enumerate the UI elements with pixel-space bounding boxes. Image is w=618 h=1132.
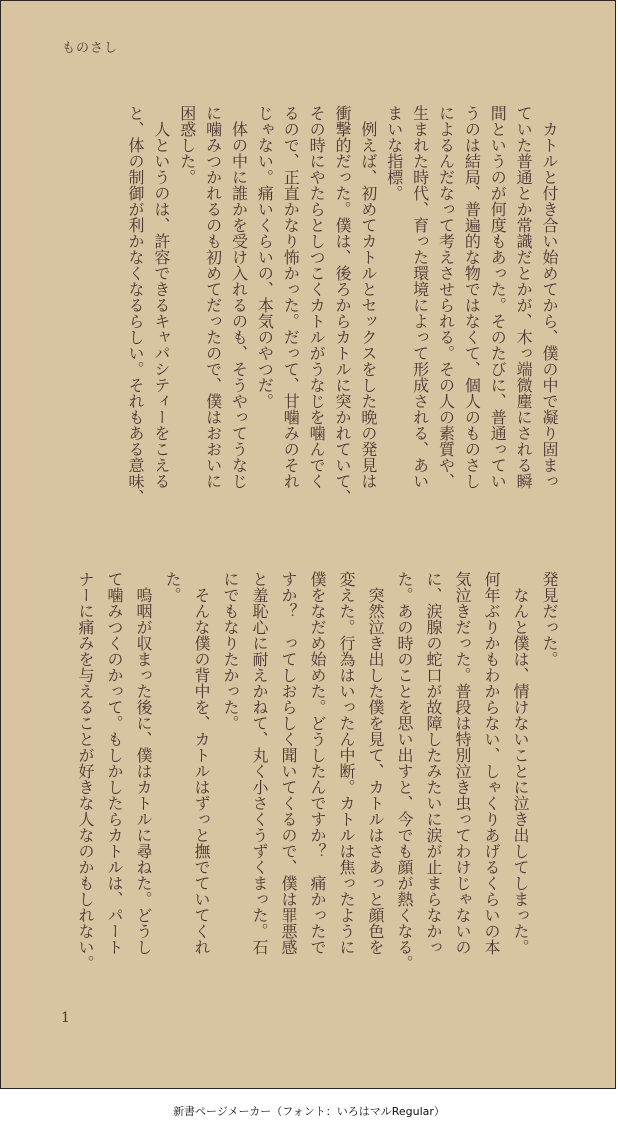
text-column: まいな指標。 [384, 105, 404, 201]
text-column: うのは結局、普遍的な物ではなくて、個人のものさし [462, 105, 482, 489]
text-column: 衝撃的だった。僕は、後ろからカトルに突かれていて、 [333, 105, 352, 505]
text-column: 生まれた時代、育った環境によって形成される、あい [410, 105, 430, 489]
text-column: と、体の制御が利かなくなるらしい。それもある意味、 [126, 105, 145, 505]
text-column: 例えば、初めてカトルとセックスをした晩の発見は [358, 105, 378, 489]
text-column: にでもなりたかった。 [221, 571, 240, 731]
text-column: て噛みつくのかって。もしかしたらカトルは、パート [105, 571, 124, 955]
text-column: によるんだなって考えさせられる。その人の素質や、 [436, 105, 456, 489]
text-column: 気泣きだった。普段は特別泣き虫ってわけじゃないの [453, 571, 472, 955]
text-column: そんな僕の背中を、カトルはずっと撫でていてくれ [192, 571, 211, 955]
page-number: 1 [61, 1010, 70, 1026]
text-column: すか？ ってしおらしく聞いてくるので、僕は罪悪感 [279, 571, 298, 955]
text-column: カトルと付き合い始めてから、僕の中で凝り固まっ [540, 105, 559, 489]
running-header: ものさし [62, 41, 119, 56]
text-column: と羞恥心に耐えかねて、丸く小さくうずくまった。石 [250, 571, 269, 955]
text-column: 何年ぶりかもわからない、しゃくりあげるくらいの本 [482, 571, 501, 955]
text-column: 突然泣き出した僕を見て、カトルはさあっと顔色を [366, 571, 385, 955]
text-column: 発見だった。 [540, 571, 559, 667]
text-column: 間というのが何度もあった。そのたびに、普通ってい [488, 105, 508, 489]
text-column: 嗚咽が収まった後に、僕はカトルに尋ねた。どうし [134, 571, 153, 955]
text-column: その時にやたらとしつこくカトルがうなじを噛んでく [307, 105, 327, 489]
text-column: 人というのは、許容できるキャパシティーをこえる [151, 105, 171, 489]
text-column: た。 [163, 571, 182, 603]
text-column: じゃない。痛いくらいの、本気のやつだ。 [255, 105, 275, 409]
text-column: ていた普通とか常識だとかが、木っ端微塵にされる瞬 [514, 105, 534, 489]
text-column: に噛みつかれるのも初めてだったので、僕はおおいに [203, 105, 223, 489]
lower-text-block [61, 571, 559, 991]
upper-text-block [119, 105, 559, 525]
text-column: に、涙腺の蛇口が故障したみたいに涙が止まらなかっ [424, 571, 443, 955]
caption: 新書ページメーカー（フォント：いろはマルRegular） [173, 1105, 445, 1118]
text-column: なんと僕は、情けないことに泣き出してしまった。 [511, 571, 530, 955]
text-column: るので、正直かなり怖かった。だって、甘噛みのそれ [281, 105, 301, 489]
text-column: 体の中に誰かを受け入れるのも、そうやってうなじ [229, 105, 249, 489]
text-column: 変えた。行為はいったん中断。カトルは焦ったように [337, 571, 356, 955]
text-column: 僕をなだめ始めた。どうしたんですか？ 痛かったで [308, 571, 327, 955]
text-column: 困惑した。 [177, 105, 197, 185]
text-column: ナーに痛みを与えることが好きな人なのかもしれない。 [76, 571, 95, 971]
text-column: た。あの時のことを思い出すと、今でも顔が熱くなる。 [395, 571, 414, 971]
